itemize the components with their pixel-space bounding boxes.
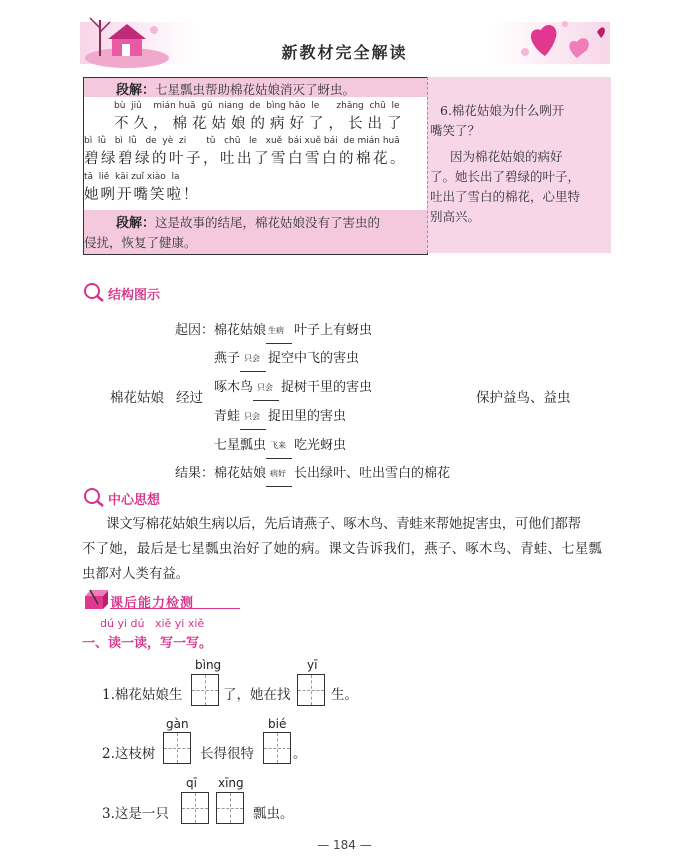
theme-heading: 中心思想	[108, 493, 161, 508]
q1-answer-box-2[interactable]	[297, 674, 325, 706]
process-label: 经过	[176, 390, 203, 406]
q3-pinyin-2: xīng	[218, 776, 244, 790]
exercise-heading-underline	[110, 608, 240, 609]
theme-line-3: 虫都对人类有益。	[82, 567, 190, 582]
page-number: — 184 —	[317, 838, 372, 852]
q2-answer-box-1[interactable]	[163, 732, 191, 764]
q3-answer-box-1[interactable]	[181, 792, 209, 824]
q2-pinyin-1: gàn	[166, 717, 189, 731]
cause-row: 起因：棉花姑娘 生病 叶子上有蚜虫	[175, 319, 372, 338]
process-row-2: 啄木鸟 只会 捉树干里的害虫	[214, 376, 372, 395]
exercise-heading: 课后能力检测	[110, 596, 195, 611]
q2-answer-box-2[interactable]	[263, 732, 291, 764]
side-question-line-2: 嘴笑了？	[430, 123, 481, 138]
text-line-1: 不久，棉花姑娘的病好了，长出了	[114, 116, 407, 132]
q1-pinyin-1: bìng	[195, 658, 222, 672]
theme-line-1: 课文写棉花姑娘生病以后，先后请燕子、啄木鸟、青蛙来帮她捉害虫，可他们都帮	[106, 517, 581, 532]
side-answer-line-2: 了。她长出了碧绿的叶子，	[430, 169, 581, 184]
book-title: 新教材完全解读	[281, 43, 408, 62]
side-question-line-1: 6.棉花姑娘为什么咧开	[440, 103, 565, 118]
structure-root: 棉花姑娘	[110, 390, 164, 406]
theme-line-2: 不了她，最后是七星瓢虫治好了她的病。课文告诉我们，燕子、啄木鸟、青蛙、七星瓢	[82, 542, 603, 557]
exercise-sub-pinyin: dú yi dú xiě yi xiě	[100, 617, 205, 630]
paragraph-note-2-cont: 侵扰，恢复了健康。	[84, 235, 197, 250]
magnifier-icon	[82, 281, 106, 303]
process-row-4: 七星瓢虫 飞来 吃光蚜虫	[214, 434, 346, 453]
process-row-1: 燕子 只会 捉空中飞的害虫	[214, 347, 359, 366]
text-line-3: 她咧开嘴笑啦！	[84, 187, 200, 203]
q1-text-a: 1.棉花姑娘生	[102, 687, 183, 703]
q2-text-c: 。	[293, 746, 307, 762]
text-line-2: 碧绿碧绿的叶子，吐出了雪白雪白的棉花。	[84, 151, 407, 167]
paragraph-note-2: 段解：这是故事的结尾，棉花姑娘没有了害虫的	[116, 215, 381, 231]
side-answer-line-1: 因为棉花姑娘的病好	[450, 149, 563, 164]
paragraph-note-1: 段解：七星瓢虫帮助棉花姑娘消灭了蚜虫。	[116, 82, 356, 98]
q2-pinyin-2: bié	[268, 717, 287, 731]
pinyin-line-2: bì lǜ bì lǜ de yè zi tǔ chū le xuě bái xuě bái de mián huā	[84, 136, 400, 146]
pinyin-line-3: tā liě kāi zuǐ xiào la	[84, 172, 180, 182]
structure-heading: 结构图示	[108, 288, 161, 303]
q2-text-b: 长得很特	[200, 746, 254, 762]
q1-answer-box-1[interactable]	[191, 674, 219, 706]
side-answer-line-4: 别高兴。	[430, 209, 481, 224]
q1-pinyin-2: yī	[307, 658, 318, 672]
q3-text-c: 瓢虫。	[253, 806, 294, 822]
q1-text-b: 了，她在找	[223, 687, 291, 703]
process-row-3: 青蛙 只会 捉田里的害虫	[214, 405, 346, 424]
passage-box	[83, 77, 428, 255]
q3-text-a: 3.这是一只	[102, 806, 169, 822]
structure-conclusion: 保护益鸟、益虫	[476, 390, 571, 406]
q3-answer-box-2[interactable]	[216, 792, 244, 824]
q2-text-a: 2.这枝树	[102, 746, 156, 762]
pencil-box-icon	[82, 586, 108, 612]
result-row: 结果：棉花姑娘 病好 长出绿叶、吐出雪白的棉花	[175, 462, 450, 481]
side-answer-line-3: 吐出了雪白的棉花，心里特	[430, 189, 581, 204]
pinyin-line-1: bù jiǔ mián huā gū niang de bìng hǎo le zhǎng chū le	[114, 101, 400, 111]
magnifier-icon-2	[82, 486, 106, 508]
side-question-box	[427, 77, 611, 253]
q3-pinyin-1: qī	[186, 776, 197, 790]
exercise-sub-title: 一、读一读，写一写。	[82, 636, 213, 651]
q1-text-c: 生。	[331, 687, 358, 703]
